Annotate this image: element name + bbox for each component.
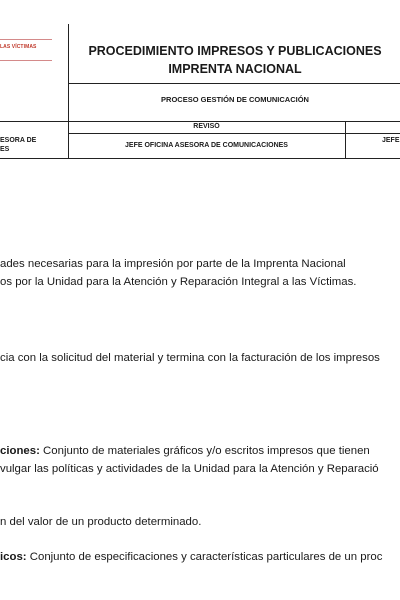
objective-line1: ades necesarias para la impresión por parte de la Imprenta Nacional bbox=[0, 258, 346, 270]
col1-text-line2: ES bbox=[0, 146, 10, 153]
document-title-line2: IMPRENTA NACIONAL bbox=[168, 62, 302, 76]
term-publications: ciones: bbox=[0, 445, 40, 457]
header-divider bbox=[68, 24, 69, 122]
document-header bbox=[0, 0, 400, 160]
definition-publications-line2: vulgar las políticas y actividades de la Unidad para la Atención y Reparació bbox=[0, 463, 379, 475]
definition-cost-line1: n del valor de un producto determinado. bbox=[0, 516, 202, 528]
process-label: PROCESO GESTIÓN DE COMUNICACIÓN bbox=[161, 95, 309, 104]
definition-specs-text: Conjunto de especificaciones y características particulares de un proc bbox=[26, 551, 383, 563]
col3-text: JEFE bbox=[382, 137, 400, 144]
definition-specs-line1 bbox=[0, 549, 400, 565]
term-specs: icos: bbox=[0, 551, 27, 563]
definition-publications-text: Conjunto de materiales gráficos y/o escritos impresos que tienen bbox=[39, 445, 370, 457]
scope-line1: cia con la solicitud del material y termina con la facturación de los impresos bbox=[0, 352, 380, 364]
logo-line-bottom bbox=[0, 60, 52, 61]
objective-line2: os por la Unidad para la Atención y Reparación Integral a las Víctimas. bbox=[0, 276, 357, 288]
table-mid-line bbox=[68, 133, 400, 134]
logo-text: LAS VÍCTIMAS bbox=[0, 44, 37, 50]
document-title-line1: PROCEDIMIENTO IMPRESOS Y PUBLICACIONES bbox=[88, 44, 382, 58]
definition-publications-line1 bbox=[0, 443, 400, 459]
col1-text-line1: ESORA DE bbox=[0, 137, 37, 144]
title-separator bbox=[68, 83, 400, 84]
table-col-divider-2 bbox=[345, 121, 346, 158]
table-top-line bbox=[0, 121, 400, 122]
reviso-role: JEFE OFICINA ASESORA DE COMUNICACIONES bbox=[125, 142, 288, 149]
table-bottom-line bbox=[0, 158, 400, 159]
logo-line-top bbox=[0, 39, 52, 40]
reviso-header: REVISÓ bbox=[193, 123, 220, 130]
